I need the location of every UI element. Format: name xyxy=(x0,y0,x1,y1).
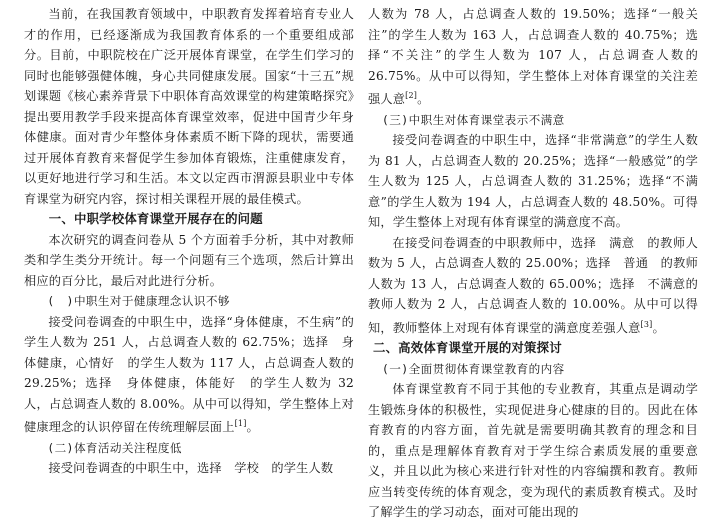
right-column xyxy=(368,4,698,523)
subsection-heading-attention: (二)体育活动关注程度低 xyxy=(47,440,182,455)
subsection-heading-implement-content: (一)全面贯彻体育课堂教育的内容 xyxy=(381,361,565,376)
implement-content-paragraph: 体育课堂教育不同于其他的专业教育，其重点是调动学生锻炼身体的积极性，实现促进身心健康的目的。因此在体育教育的内容方面，首先就是需要明确其教育的理念和目的，重点是理解体育教育对于学生综合素质发展的重要意义，并且以此为核心来进行针对性的内容编撰和教育。教师应当转变传统的体育观念，变为现代的素质教育模式。及时了解学生的学习动态，面对可能出现的 xyxy=(368,382,698,520)
section-heading-problems: 一、中职学校体育课堂开展存在的问题 xyxy=(48,211,263,226)
survey-method-paragraph: 本次研究的调查问卷从 5 个方面着手分析，其中对教师类和学生类分开统计。每一个问题有三个选项，然后计算出相应的百分比，最后对此进行分析。 xyxy=(24,232,354,288)
section-heading-strategies: 二、高效体育课堂开展的对策探讨 xyxy=(372,340,562,356)
subsection-heading-dissatisfaction: (三)中职生对体育课堂表示不满意 xyxy=(381,112,565,127)
subsection-heading-health-awareness: ( )中职生对于健康理念认识不够 xyxy=(47,294,230,308)
attention-paragraph-continued: 人数为 78 人，占总调查人数的 19.50%；选择“一般关注”的学生人数为 163 人，占总调查人数的 40.75%；选择“不关注”的学生人数为 107 人，占总调查人数的 26.75%。从中可以得知，学生整体上对体育课堂的关注差强人意[2]。 xyxy=(368,7,698,107)
teacher-satisfaction-paragraph: 在接受问卷调查的中职教师中，选择 满意 的教师人数为 5 人，占总调查人数的 25.00%；选择 普通 的教师人数为 13 人，占总调查人数的 65.00%；选择 不满意的教师人数为 2 人，占总调查人数的 10.00%。从中可以得知，教师整体上对现有体育课堂的满意度差强人意[3]。 xyxy=(368,235,698,335)
attention-paragraph-start: 接受问卷调查的中职生中，选择 学校 的学生人数 xyxy=(48,461,334,476)
citation-ref-1: [1] xyxy=(234,419,247,428)
citation-ref-3: [3] xyxy=(640,319,653,329)
student-satisfaction-paragraph: 接受问卷调查的中职生中，选择“非常满意”的学生人数为 81 人，占总调查人数的 20.25%；选择“一般感觉”的学生人数为 125 人，占总调查人数的 31.25%；选择“不满意”的学生人数为 194 人，占总调查人数的 48.50%。可得知，学生整体上对现有体育课堂的满意度不高。 xyxy=(368,133,698,230)
left-column xyxy=(24,4,354,479)
citation-ref-2: [2] xyxy=(405,91,418,100)
health-awareness-paragraph: 接受问卷调查的中职生中，选择“身体健康，不生病”的学生人数为 251 人，占总调查人数的 62.75%；选择 身体健康，心情好 的学生人数为 117 人，占总调查人数的 29.25%；选择 身体健康，体能好 的学生人数为 32 人，占总调查人数的 8.00%。从中可以得知，学生整体上对健康理念的认识停留在传统理解层面上[1]。 xyxy=(24,314,354,435)
intro-paragraph: 当前，在我国教育领域中，中职教育发挥着培育专业人才的作用，已经逐渐成为我国教育体系的一个重要组成部分。目前，中职院校在广泛开展体育课堂，在学生们学习的同时也能够强健体魄，身心共同健康发展。国家“十三五”规划课题《核心素养背景下中职体育高效课堂的构建策略探究》提出要用教学手段来提高体育课堂效率，促进中国青少年身体健康。面对青少年整体身体素质不断下降的现状，需要通过开展体育教育来督促学生参加体育锻炼，注重健康发育，以更好地进行学习和生活。本文以定西市渭源县职业中专体育课堂为研究内容，探讨相关课程开展的最佳模式。 xyxy=(24,7,354,206)
